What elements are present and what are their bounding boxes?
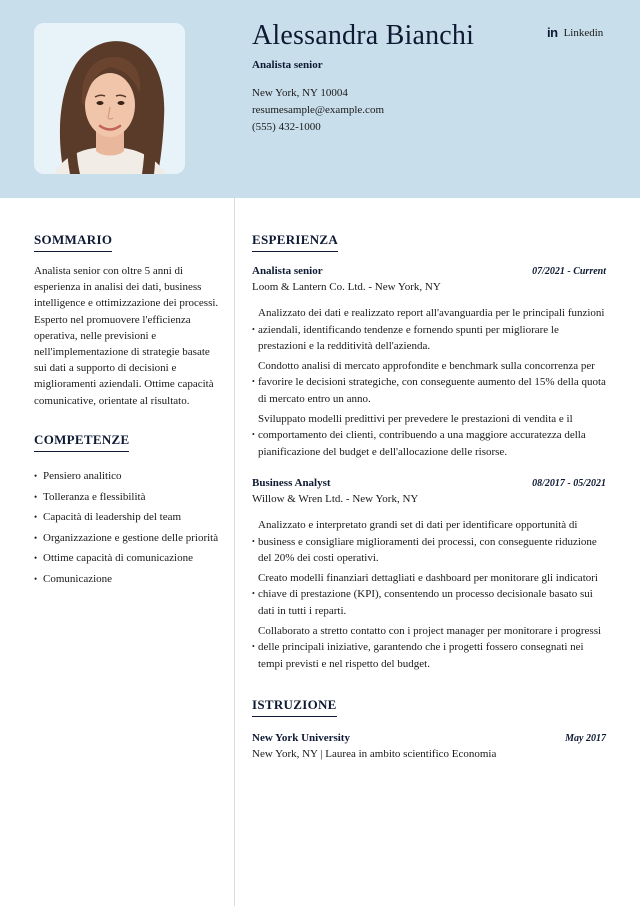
job-bullets bbox=[252, 305, 606, 460]
job-company: Loom & Lantern Co. Ltd. - New York, NY bbox=[252, 281, 441, 293]
job-bullets bbox=[252, 517, 606, 672]
skill-item: • Comunicazione bbox=[34, 572, 113, 585]
summary-text: Analista senior con oltre 5 anni di esperienza in analisi dei dati, business intelligence e ottimizzazione dei processi. Esperto nel promuovere l'efficienza operativa, nelle previsioni e nell'implementazione di strategie basate sui dati a supporto di decisioni e miglioramenti aziendali. Ottime capacità comunicative, orientate al risultato. bbox=[34, 265, 219, 407]
contact-phone: (555) 432-1000 bbox=[252, 121, 321, 133]
skill-item: • Capacità di leadership del team bbox=[34, 511, 182, 524]
degree-detail: New York, NY | Laurea in ambito scientifico Economia bbox=[252, 748, 497, 760]
skills-list bbox=[34, 466, 218, 590]
skills-heading: COMPETENZE bbox=[34, 432, 129, 452]
skill-item: • Pensiero analitico bbox=[34, 470, 122, 482]
bullet-item: • Sviluppato modelli predittivi per prevedere le prestazioni di vendita e il comportamento dei clienti, contribuendo a una maggiore accuratezza della pianificazione del budget e dell'allocazione delle risorse. bbox=[252, 412, 586, 458]
bullet-item: • Condotto analisi di mercato approfondite e benchmark sulla concorrenza per favorire le decisioni strategiche, con conseguente aumento del 15% della quota di mercato entro un anno. bbox=[252, 359, 606, 405]
linkedin-icon: in bbox=[547, 25, 558, 40]
linkedin-label: Linkedin bbox=[563, 26, 604, 39]
candidate-name: Alessandra Bianchi bbox=[252, 20, 475, 51]
job-title: Analista senior bbox=[252, 59, 323, 71]
graduation-date: May 2017 bbox=[565, 733, 606, 744]
bullet-item: • Analizzato dei dati e realizzato report all'avanguardia per le principali funzioni aziendali, identificando tendenze e fornendo spunti per migliorare le prestazioni e la redditività dell'azienda. bbox=[252, 307, 605, 353]
job-entry bbox=[252, 265, 606, 463]
linkedin-link[interactable] bbox=[547, 25, 603, 40]
job-dates: 08/2017 - 05/2021 bbox=[532, 478, 606, 489]
job-dates: 07/2021 - Current bbox=[532, 266, 606, 277]
job-entry bbox=[252, 477, 606, 675]
job-company: Willow & Wren Ltd. - New York, NY bbox=[252, 493, 419, 505]
skill-item: • Organizzazione e gestione delle priorità bbox=[34, 531, 219, 544]
summary-heading: SOMMARIO bbox=[34, 232, 112, 252]
contact-email[interactable]: resumesample@example.com bbox=[252, 104, 384, 116]
bullet-item: • Creato modelli finanziari dettagliati e dashboard per monitorare gli indicatori chiave di prestazione (KPI), consentendo un processo decisionale basato sui dati in tutti i reparti. bbox=[252, 571, 598, 617]
skill-item: • Tolleranza e flessibilità bbox=[34, 490, 146, 503]
education-heading: ISTRUZIONE bbox=[252, 697, 337, 717]
resume-header bbox=[0, 0, 640, 198]
job-position: Business Analyst bbox=[252, 477, 331, 489]
column-divider bbox=[234, 198, 235, 906]
skill-item: • Ottime capacità di comunicazione bbox=[34, 552, 193, 565]
job-position: Analista senior bbox=[252, 265, 323, 277]
bullet-item: • Collaborato a stretto contatto con i project manager per monitorare i progressi delle principali iniziative, garantendo che i progetti fossero consegnati nei tempi previsti e nel rispetto del budget. bbox=[252, 624, 602, 670]
profile-photo bbox=[34, 23, 185, 174]
school-name: New York University bbox=[252, 732, 350, 744]
bullet-item: • Analizzato e interpretato grandi set di dati per identificare opportunità di business e consigliare miglioramenti dei processi, con conseguente riduzione del 20% dei costi operativi. bbox=[252, 519, 597, 565]
contact-location: New York, NY 10004 bbox=[252, 87, 348, 99]
education-entry bbox=[252, 732, 606, 760]
experience-heading: ESPERIENZA bbox=[252, 232, 338, 252]
